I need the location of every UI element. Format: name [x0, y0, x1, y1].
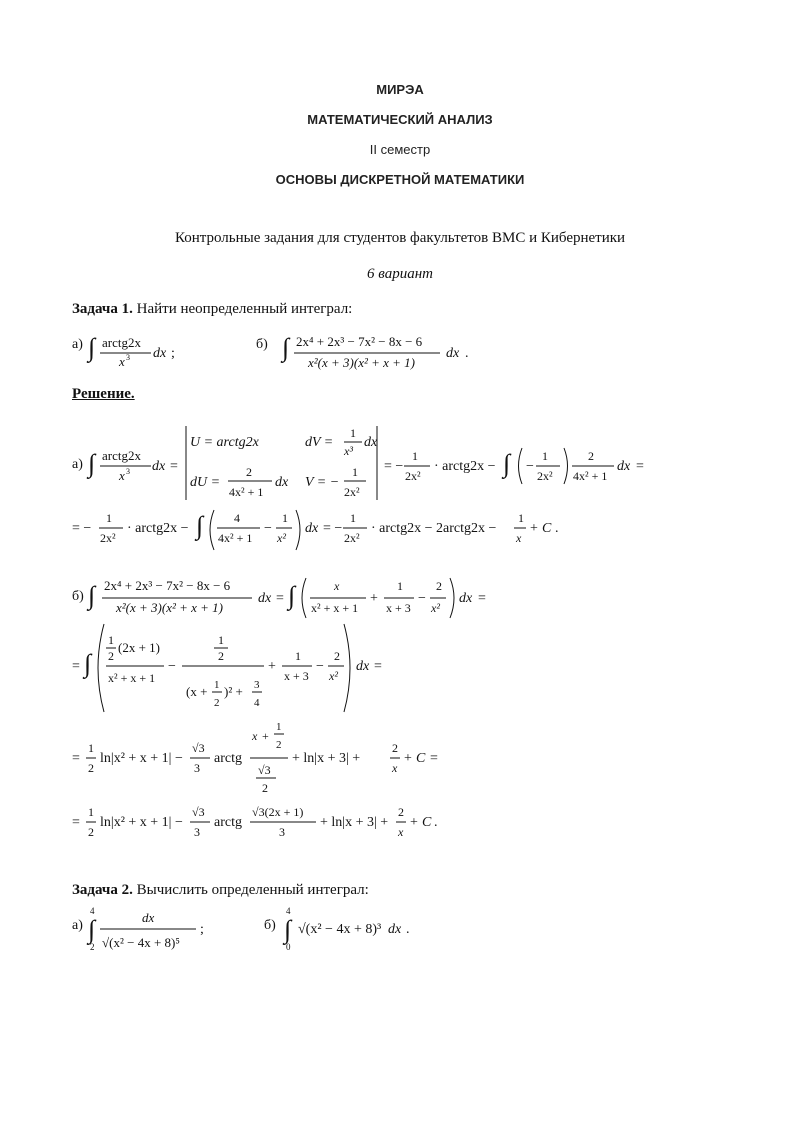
- svg-text:x³: x³: [344, 444, 353, 458]
- svg-text:−: −: [526, 459, 534, 474]
- svg-text:4: 4: [90, 906, 95, 916]
- svg-text:= −: = −: [384, 459, 404, 474]
- svg-text:x²(x + 3)(x² + x + 1): x²(x + 3)(x² + x + 1): [116, 600, 224, 615]
- svg-text:=: =: [72, 815, 80, 830]
- svg-text:.: .: [434, 815, 438, 830]
- svg-text:+: +: [262, 729, 269, 743]
- task1-text: Найти неопределенный интеграл:: [136, 301, 353, 317]
- svg-text:+: +: [370, 591, 378, 606]
- svg-text:1: 1: [106, 511, 112, 525]
- svg-text:.: .: [406, 922, 410, 937]
- svg-text:2: 2: [276, 739, 282, 751]
- svg-text:dx: dx: [364, 435, 378, 450]
- svg-text:1: 1: [282, 511, 288, 525]
- svg-text:4x² + 1: 4x² + 1: [573, 469, 608, 483]
- svg-text:=: =: [276, 591, 284, 606]
- topic-title: ОСНОВЫ ДИСКРЕТНОЙ МАТЕМАТИКИ: [275, 172, 525, 187]
- svg-text:· arctg2x −: · arctg2x −: [127, 521, 189, 536]
- svg-text:2: 2: [214, 697, 220, 709]
- svg-text:2x²: 2x²: [537, 469, 553, 483]
- svg-text:б): б): [72, 589, 84, 604]
- svg-text:3: 3: [254, 679, 260, 691]
- svg-text:3: 3: [194, 761, 200, 775]
- svg-text:∫: ∫: [282, 333, 290, 362]
- svg-text:2x²: 2x²: [344, 531, 360, 545]
- svg-text:∫: ∫: [84, 649, 92, 678]
- svg-text:1: 1: [276, 721, 282, 733]
- svg-text:x²(x + 3)(x² + x + 1): x²(x + 3)(x² + x + 1): [308, 355, 416, 370]
- svg-text:−: −: [418, 591, 426, 606]
- svg-text:4x² + 1: 4x² + 1: [229, 485, 264, 499]
- svg-text:;: ;: [200, 922, 204, 937]
- intro-text: Контрольные задания для студентов факультетов ВМС и Кибернетики: [174, 230, 626, 246]
- svg-text:dV =: dV =: [305, 435, 334, 450]
- svg-text:x² + x + 1: x² + x + 1: [108, 671, 156, 685]
- task1-integrals: [0, 322, 800, 372]
- svg-text:dx: dx: [142, 910, 155, 925]
- svg-text:2x²: 2x²: [405, 469, 421, 483]
- svg-text:arctg2x: arctg2x: [102, 448, 141, 463]
- svg-text:x + 3: x + 3: [386, 601, 411, 615]
- svg-text:2: 2: [262, 781, 268, 795]
- subject-title: МАТЕМАТИЧЕСКИЙ АНАЛИЗ: [307, 112, 493, 127]
- svg-text:4: 4: [286, 906, 291, 916]
- solution-b-step4: [0, 798, 800, 850]
- task1-label: Задача 1.: [72, 301, 133, 317]
- svg-text:1: 1: [218, 633, 224, 647]
- svg-text:.: .: [465, 346, 469, 361]
- svg-text:=: =: [72, 751, 80, 766]
- svg-text:dx: dx: [388, 922, 402, 937]
- svg-text:dx: dx: [617, 459, 631, 474]
- svg-text:=: =: [478, 591, 486, 606]
- svg-text:2: 2: [90, 942, 95, 952]
- svg-text:dU =: dU =: [190, 475, 221, 490]
- svg-text:3: 3: [194, 825, 200, 839]
- svg-text:= −: = −: [323, 521, 343, 536]
- svg-text:+: +: [404, 751, 412, 766]
- svg-text:x: x: [119, 354, 125, 369]
- svg-text:4: 4: [254, 697, 260, 709]
- svg-text:2: 2: [392, 741, 398, 755]
- svg-text:= −: = −: [72, 521, 92, 536]
- svg-text:−: −: [168, 659, 176, 674]
- svg-text:2: 2: [398, 805, 404, 819]
- task1-part-a-label: а): [72, 337, 83, 352]
- svg-text:1: 1: [88, 805, 94, 819]
- svg-text:2x⁴ + 2x³ − 7x² − 8x − 6: 2x⁴ + 2x³ − 7x² − 8x − 6: [296, 334, 423, 349]
- svg-text:dx: dx: [275, 475, 289, 490]
- svg-text:∫: ∫: [196, 511, 204, 540]
- svg-text:C: C: [542, 521, 552, 536]
- svg-text:∫: ∫: [88, 333, 96, 362]
- svg-text:=: =: [72, 659, 80, 674]
- svg-text:dx: dx: [153, 346, 167, 361]
- svg-text:+: +: [268, 659, 276, 674]
- svg-text:2x²: 2x²: [344, 485, 360, 499]
- task2-text: Вычислить определенный интеграл:: [136, 882, 369, 898]
- svg-text:ln|x² + x + 1| −: ln|x² + x + 1| −: [100, 815, 183, 830]
- svg-text:2: 2: [218, 649, 224, 663]
- svg-text:dx: dx: [258, 591, 272, 606]
- svg-text:+: +: [410, 815, 418, 830]
- svg-text:3: 3: [126, 467, 130, 476]
- svg-text:x: x: [398, 825, 404, 839]
- svg-text:x: x: [392, 761, 398, 775]
- svg-text:3: 3: [126, 353, 130, 362]
- svg-text:x + 3: x + 3: [284, 669, 309, 683]
- svg-text:dx: dx: [305, 521, 319, 536]
- svg-text:=: =: [636, 459, 644, 474]
- solution-b-step3: [0, 718, 800, 802]
- task2-part-b-label: б): [264, 918, 276, 933]
- svg-text:4: 4: [234, 511, 240, 525]
- svg-text:(2x + 1): (2x + 1): [118, 640, 160, 655]
- svg-text:dx: dx: [356, 659, 370, 674]
- task2-label: Задача 2.: [72, 882, 133, 898]
- svg-text:x²: x²: [277, 531, 286, 545]
- svg-text:(x +: (x +: [186, 684, 208, 699]
- svg-text:1: 1: [108, 633, 114, 647]
- solution-b-step1: [0, 572, 800, 624]
- svg-text:−: −: [264, 521, 272, 536]
- svg-text:2: 2: [88, 761, 94, 775]
- svg-text:=: =: [430, 751, 438, 766]
- svg-text:√3: √3: [192, 741, 205, 755]
- svg-text:3: 3: [279, 825, 285, 839]
- svg-text:x: x: [252, 729, 258, 743]
- svg-text:· arctg2x −: · arctg2x −: [434, 459, 496, 474]
- svg-text:x: x: [334, 579, 340, 593]
- svg-text:2: 2: [334, 649, 340, 663]
- svg-text:1: 1: [214, 679, 220, 691]
- svg-text:√(x² − 4x + 8)³: √(x² − 4x + 8)³: [298, 922, 382, 937]
- svg-text:1: 1: [542, 449, 548, 463]
- task1-part-b-label: б): [256, 337, 268, 352]
- svg-text:а): а): [72, 457, 83, 472]
- svg-text:2x²: 2x²: [100, 531, 116, 545]
- svg-text:;: ;: [171, 346, 175, 361]
- svg-text:2: 2: [246, 465, 252, 479]
- svg-text:x: x: [516, 531, 522, 545]
- svg-text:U = arctg2x: U = arctg2x: [190, 435, 259, 450]
- svg-text:x: x: [119, 468, 125, 483]
- svg-text:√3: √3: [258, 763, 271, 777]
- svg-text:=: =: [374, 659, 382, 674]
- svg-text:dx: dx: [459, 591, 473, 606]
- svg-text:2: 2: [436, 579, 442, 593]
- variant-label: 6 вариант: [367, 266, 433, 282]
- svg-text:1: 1: [518, 511, 524, 525]
- svg-text:1: 1: [412, 449, 418, 463]
- svg-text:C: C: [422, 815, 432, 830]
- svg-text:1: 1: [350, 426, 356, 440]
- institution: МИРЭА: [376, 82, 424, 97]
- svg-text:1: 1: [295, 649, 301, 663]
- svg-text:∫: ∫: [88, 581, 96, 610]
- task1-heading: [72, 301, 352, 318]
- svg-text:√3: √3: [192, 805, 205, 819]
- solution-a-step1: [0, 422, 800, 502]
- solution-label: Решение.: [72, 386, 135, 402]
- svg-text:1: 1: [88, 741, 94, 755]
- svg-text:+: +: [530, 521, 538, 536]
- svg-text:x² + x + 1: x² + x + 1: [311, 601, 359, 615]
- svg-text:dx: dx: [446, 346, 460, 361]
- svg-text:2: 2: [88, 825, 94, 839]
- svg-text:1: 1: [397, 579, 403, 593]
- svg-text:√3(2x + 1): √3(2x + 1): [252, 805, 304, 819]
- svg-text:2x⁴ + 2x³ − 7x² − 8x − 6: 2x⁴ + 2x³ − 7x² − 8x − 6: [104, 578, 231, 593]
- svg-text:+ ln|x + 3| +: + ln|x + 3| +: [320, 815, 389, 830]
- svg-text:∫: ∫: [88, 915, 96, 944]
- solution-b-step2: [0, 620, 800, 716]
- svg-text:dx: dx: [152, 459, 166, 474]
- svg-text:=: =: [170, 459, 178, 474]
- svg-text:ln|x² + x + 1| −: ln|x² + x + 1| −: [100, 751, 183, 766]
- semester: II семестр: [369, 142, 431, 157]
- svg-text:2: 2: [588, 449, 594, 463]
- task2-heading: [72, 882, 369, 899]
- svg-text:4x² + 1: 4x² + 1: [218, 531, 253, 545]
- svg-text:)² +: )² +: [224, 684, 243, 699]
- svg-text:arctg: arctg: [214, 815, 242, 830]
- svg-text:+ ln|x + 3| +: + ln|x + 3| +: [292, 751, 361, 766]
- svg-text:2: 2: [108, 649, 114, 663]
- svg-text:−: −: [316, 659, 324, 674]
- svg-text:· arctg2x − 2arctg2x −: · arctg2x − 2arctg2x −: [371, 521, 497, 536]
- svg-text:x²: x²: [431, 601, 440, 615]
- svg-text:1: 1: [350, 511, 356, 525]
- svg-text:V = −: V = −: [305, 475, 340, 490]
- svg-text:C: C: [416, 751, 426, 766]
- task2-integrals: [0, 902, 800, 962]
- svg-text:∫: ∫: [288, 581, 296, 610]
- svg-text:∫: ∫: [88, 449, 96, 478]
- svg-text:√(x² − 4x + 8)⁵: √(x² − 4x + 8)⁵: [102, 935, 180, 950]
- svg-text:x²: x²: [329, 669, 338, 683]
- svg-text:arctg2x: arctg2x: [102, 335, 141, 350]
- svg-text:∫: ∫: [503, 449, 511, 478]
- svg-text:0: 0: [286, 942, 291, 952]
- svg-text:.: .: [555, 521, 559, 536]
- solution-a-step2: [0, 506, 800, 556]
- task2-part-a-label: а): [72, 918, 83, 933]
- svg-text:1: 1: [352, 465, 358, 479]
- svg-text:arctg: arctg: [214, 751, 242, 766]
- svg-text:∫: ∫: [284, 915, 292, 944]
